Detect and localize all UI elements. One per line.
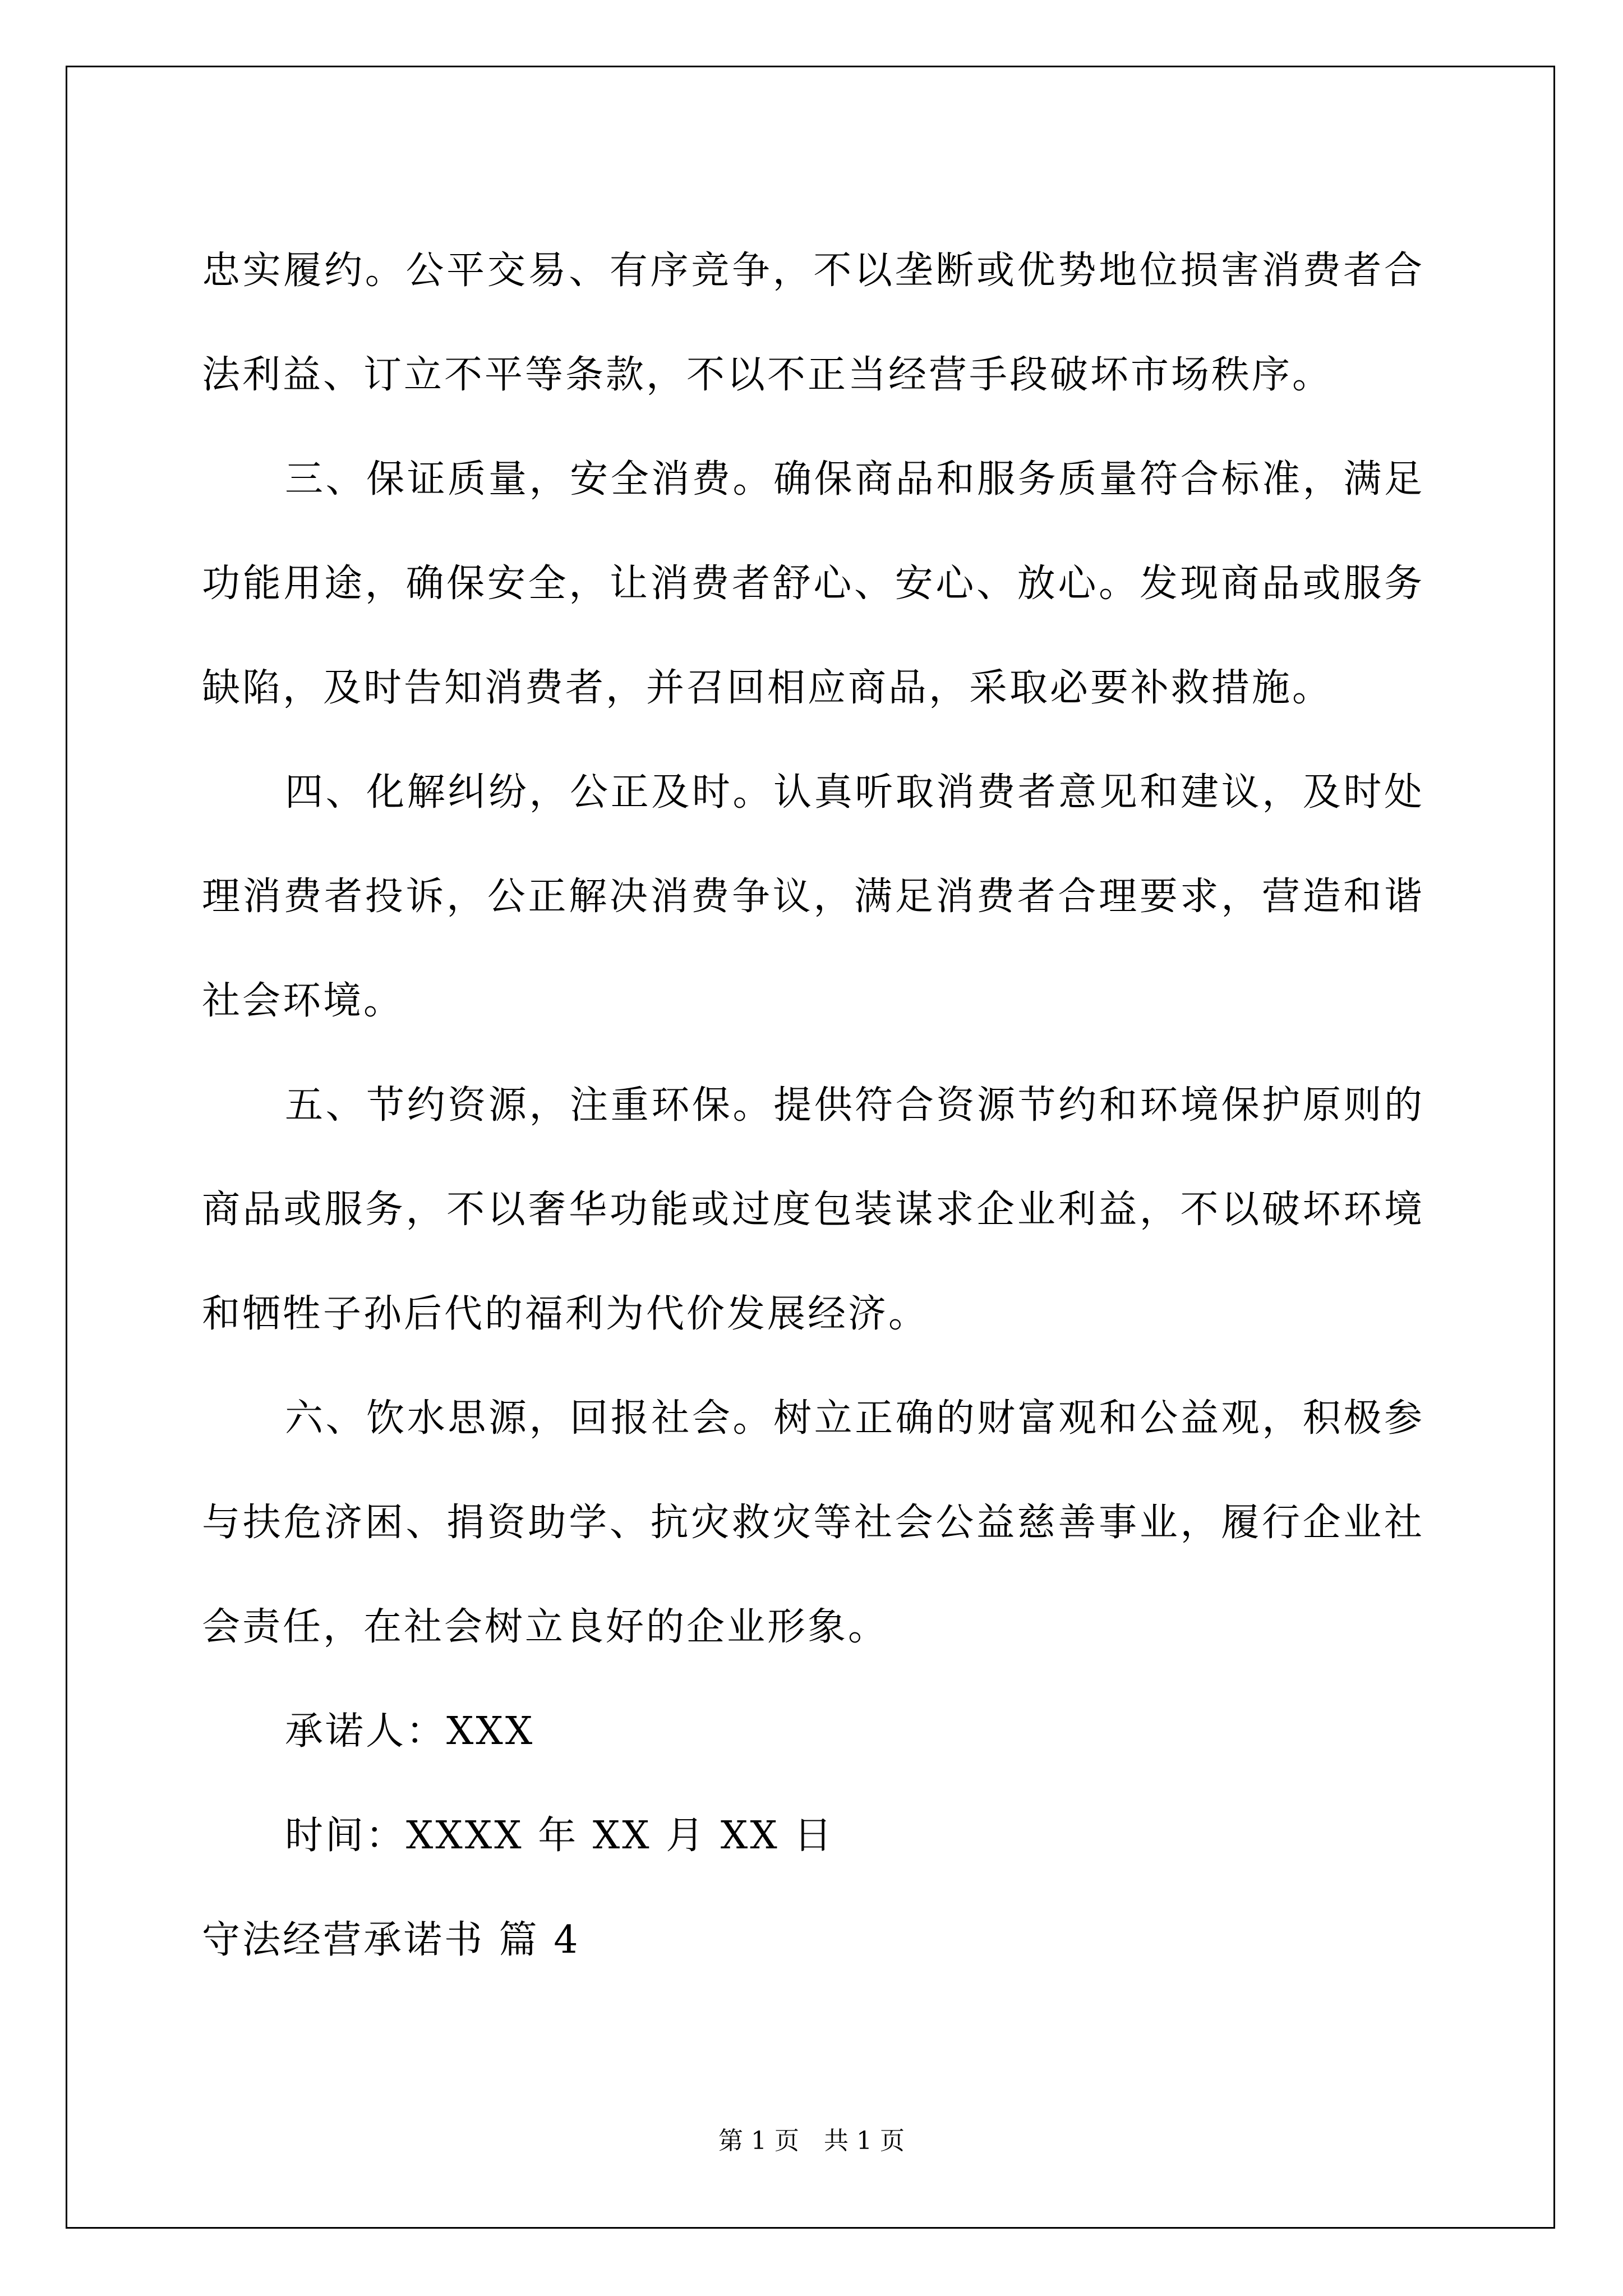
document-body [202,219,1424,1993]
paragraph-item-6: 六、饮水思源，回报社会。树立正确的财富观和公益观，积极参与扶危济困、捐资助学、抗灾救灾等社会公益慈善事业，履行企业社会责任，在社会树立良好的企业形象。 [202,1396,1424,1649]
date-line: 时间：XXXX 年 XX 月 XX 日 [285,1814,834,1858]
promisor-line: 承诺人：XXX [285,1709,535,1754]
paragraph-item-3: 三、保证质量，安全消费。确保商品和服务质量符合标准，满足功能用途，确保安全，让消费者舒心、安心、放心。发现商品或服务缺陷，及时告知消费者，并召回相应商品，采取必要补救措施。 [202,457,1424,710]
paragraph-continuation: 忠实履约。公平交易、有序竞争，不以垄断或优势地位损害消费者合法利益、订立不平等条款，不以不正当经营手段破坏市场秩序。 [202,249,1424,397]
paragraph-item-4: 四、化解纠纷，公正及时。认真听取消费者意见和建议，及时处理消费者投诉，公正解决消费争议，满足消费者合理要求，营造和谐社会环境。 [202,770,1424,1023]
page-footer: 第 1 页 共 1 页 [718,2127,905,2155]
section-heading: 守法经营承诺书 篇 4 [202,1918,580,1962]
paragraph-item-5: 五、节约资源，注重环保。提供符合资源节约和环境保护原则的商品或服务，不以奢华功能或过度包装谋求企业利益，不以破坏环境和牺牲子孙后代的福利为代价发展经济。 [202,1083,1424,1336]
